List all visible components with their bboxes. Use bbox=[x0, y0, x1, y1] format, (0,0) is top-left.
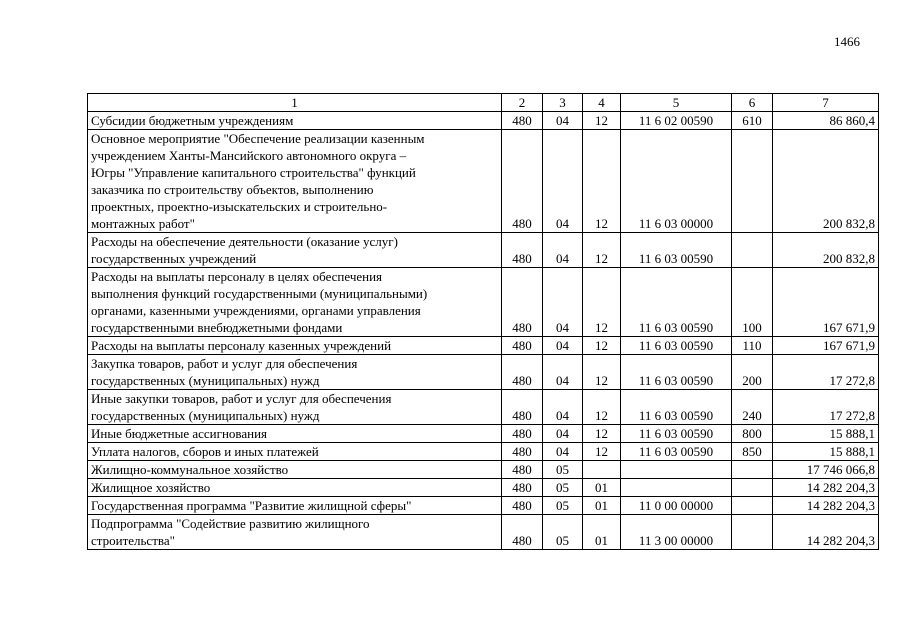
row-name-line: Югры "Управление капитального строительства" функций bbox=[91, 165, 416, 180]
expense-type-cell bbox=[732, 461, 773, 479]
table-row bbox=[88, 515, 879, 550]
expense-type-cell: 800 bbox=[732, 425, 773, 443]
expense-type-cell: 240 bbox=[732, 390, 773, 425]
expense-type-cell: 850 bbox=[732, 443, 773, 461]
amount-cell: 17 272,8 bbox=[773, 390, 879, 425]
table-row bbox=[88, 497, 879, 515]
section-code-cell: 04 bbox=[543, 112, 583, 130]
column-header: 6 bbox=[732, 94, 773, 112]
amount-cell: 17 272,8 bbox=[773, 355, 879, 390]
target-article-cell: 11 6 03 00590 bbox=[621, 233, 732, 268]
row-name-line: государственных (муниципальных) нужд bbox=[91, 373, 320, 388]
amount-cell: 200 832,8 bbox=[773, 130, 879, 233]
table-row bbox=[88, 425, 879, 443]
row-name-cell bbox=[88, 515, 502, 550]
subsection-code-cell: 12 bbox=[583, 130, 621, 233]
row-name-line: государственных учреждений bbox=[91, 251, 257, 266]
subsection-code-cell bbox=[583, 461, 621, 479]
expense-type-cell: 610 bbox=[732, 112, 773, 130]
row-name-line: монтажных работ" bbox=[91, 216, 195, 231]
section-code-cell: 04 bbox=[543, 425, 583, 443]
table-row bbox=[88, 355, 879, 390]
row-name-line: Субсидии бюджетным учреждениям bbox=[91, 113, 294, 128]
section-code-cell: 04 bbox=[543, 130, 583, 233]
target-article-cell: 11 3 00 00000 bbox=[621, 515, 732, 550]
expense-type-cell bbox=[732, 130, 773, 233]
admin-code-cell: 480 bbox=[502, 443, 543, 461]
expense-type-cell: 110 bbox=[732, 337, 773, 355]
section-code-cell: 04 bbox=[543, 268, 583, 337]
section-code-cell: 04 bbox=[543, 337, 583, 355]
row-name-line: Государственная программа "Развитие жилищной сферы" bbox=[91, 498, 412, 513]
row-name-cell bbox=[88, 390, 502, 425]
subsection-code-cell: 12 bbox=[583, 268, 621, 337]
admin-code-cell: 480 bbox=[502, 233, 543, 268]
admin-code-cell: 480 bbox=[502, 355, 543, 390]
budget-table bbox=[87, 93, 879, 550]
admin-code-cell: 480 bbox=[502, 337, 543, 355]
row-name-cell bbox=[88, 425, 502, 443]
table-body bbox=[88, 94, 879, 550]
admin-code-cell: 480 bbox=[502, 268, 543, 337]
table-row bbox=[88, 443, 879, 461]
expense-type-cell bbox=[732, 515, 773, 550]
row-name-line: Иные бюджетные ассигнования bbox=[91, 426, 268, 441]
row-name-line: Закупка товаров, работ и услуг для обеспечения bbox=[91, 356, 358, 371]
amount-cell: 200 832,8 bbox=[773, 233, 879, 268]
row-name-line: Расходы на выплаты персоналу в целях обеспечения bbox=[91, 269, 383, 284]
row-name-line: Подпрограмма "Содействие развитию жилищного bbox=[91, 516, 370, 531]
section-code-cell: 05 bbox=[543, 497, 583, 515]
row-name-line: Иные закупки товаров, работ и услуг для обеспечения bbox=[91, 391, 392, 406]
amount-cell: 167 671,9 bbox=[773, 337, 879, 355]
row-name-cell bbox=[88, 355, 502, 390]
row-name-cell bbox=[88, 268, 502, 337]
expense-type-cell: 100 bbox=[732, 268, 773, 337]
section-code-cell: 05 bbox=[543, 479, 583, 497]
row-name-cell bbox=[88, 443, 502, 461]
section-code-cell: 04 bbox=[543, 233, 583, 268]
target-article-cell bbox=[621, 461, 732, 479]
row-name-line: строительства" bbox=[91, 533, 175, 548]
target-article-cell: 11 6 03 00590 bbox=[621, 443, 732, 461]
column-header: 1 bbox=[88, 94, 502, 112]
row-name-line: Жилищное хозяйство bbox=[91, 480, 211, 495]
column-header: 7 bbox=[773, 94, 879, 112]
table-row bbox=[88, 268, 879, 337]
row-name-cell bbox=[88, 337, 502, 355]
subsection-code-cell: 01 bbox=[583, 479, 621, 497]
section-code-cell: 04 bbox=[543, 390, 583, 425]
amount-cell: 15 888,1 bbox=[773, 443, 879, 461]
target-article-cell: 11 6 03 00000 bbox=[621, 130, 732, 233]
subsection-code-cell: 12 bbox=[583, 443, 621, 461]
row-name-cell bbox=[88, 497, 502, 515]
row-name-cell bbox=[88, 479, 502, 497]
admin-code-cell: 480 bbox=[502, 112, 543, 130]
row-name-cell bbox=[88, 233, 502, 268]
target-article-cell bbox=[621, 479, 732, 497]
column-header: 2 bbox=[502, 94, 543, 112]
table-row bbox=[88, 461, 879, 479]
subsection-code-cell: 12 bbox=[583, 337, 621, 355]
row-name-line: Уплата налогов, сборов и иных платежей bbox=[91, 444, 319, 459]
target-article-cell: 11 6 03 00590 bbox=[621, 337, 732, 355]
row-name-line: государственными внебюджетными фондами bbox=[91, 320, 343, 335]
target-article-cell: 11 6 03 00590 bbox=[621, 425, 732, 443]
row-name-line: выполнения функций государственными (муниципальными) bbox=[91, 286, 428, 301]
admin-code-cell: 480 bbox=[502, 425, 543, 443]
row-name-line: Расходы на обеспечение деятельности (оказание услуг) bbox=[91, 234, 398, 249]
amount-cell: 17 746 066,8 bbox=[773, 461, 879, 479]
table-header-row bbox=[88, 94, 879, 112]
target-article-cell: 11 6 03 00590 bbox=[621, 268, 732, 337]
amount-cell: 167 671,9 bbox=[773, 268, 879, 337]
row-name-cell bbox=[88, 130, 502, 233]
page-number: 1466 bbox=[834, 34, 860, 49]
row-name-cell bbox=[88, 461, 502, 479]
amount-cell: 14 282 204,3 bbox=[773, 497, 879, 515]
section-code-cell: 04 bbox=[543, 443, 583, 461]
target-article-cell: 11 6 03 00590 bbox=[621, 355, 732, 390]
row-name-cell bbox=[88, 112, 502, 130]
row-name-line: заказчика по строительству объектов, выполнению bbox=[91, 182, 374, 197]
row-name-line: органами, казенными учреждениями, органами управления bbox=[91, 303, 421, 318]
expense-type-cell bbox=[732, 479, 773, 497]
amount-cell: 15 888,1 bbox=[773, 425, 879, 443]
row-name-line: проектных, проектно-изыскательских и строительно- bbox=[91, 199, 388, 214]
amount-cell: 14 282 204,3 bbox=[773, 515, 879, 550]
subsection-code-cell: 01 bbox=[583, 515, 621, 550]
admin-code-cell: 480 bbox=[502, 497, 543, 515]
expense-type-cell: 200 bbox=[732, 355, 773, 390]
row-name-line: Расходы на выплаты персоналу казенных учреждений bbox=[91, 338, 392, 353]
target-article-cell: 11 0 00 00000 bbox=[621, 497, 732, 515]
table-row bbox=[88, 337, 879, 355]
target-article-cell: 11 6 02 00590 bbox=[621, 112, 732, 130]
row-name-line: государственных (муниципальных) нужд bbox=[91, 408, 320, 423]
subsection-code-cell: 01 bbox=[583, 497, 621, 515]
row-name-line: Основное мероприятие "Обеспечение реализации казенным bbox=[91, 131, 425, 146]
subsection-code-cell: 12 bbox=[583, 390, 621, 425]
table-row bbox=[88, 390, 879, 425]
table-row bbox=[88, 112, 879, 130]
subsection-code-cell: 12 bbox=[583, 425, 621, 443]
target-article-cell: 11 6 03 00590 bbox=[621, 390, 732, 425]
subsection-code-cell: 12 bbox=[583, 112, 621, 130]
amount-cell: 14 282 204,3 bbox=[773, 479, 879, 497]
section-code-cell: 04 bbox=[543, 355, 583, 390]
column-header: 4 bbox=[583, 94, 621, 112]
column-header: 5 bbox=[621, 94, 732, 112]
row-name-line: Жилищно-коммунальное хозяйство bbox=[91, 462, 289, 477]
admin-code-cell: 480 bbox=[502, 461, 543, 479]
expense-type-cell bbox=[732, 497, 773, 515]
subsection-code-cell: 12 bbox=[583, 355, 621, 390]
admin-code-cell: 480 bbox=[502, 130, 543, 233]
table-row bbox=[88, 130, 879, 233]
row-name-line: учреждением Ханты-Мансийского автономного округа – bbox=[91, 148, 407, 163]
admin-code-cell: 480 bbox=[502, 390, 543, 425]
subsection-code-cell: 12 bbox=[583, 233, 621, 268]
table-row bbox=[88, 479, 879, 497]
amount-cell: 86 860,4 bbox=[773, 112, 879, 130]
table-row bbox=[88, 233, 879, 268]
section-code-cell: 05 bbox=[543, 461, 583, 479]
expense-type-cell bbox=[732, 233, 773, 268]
section-code-cell: 05 bbox=[543, 515, 583, 550]
admin-code-cell: 480 bbox=[502, 479, 543, 497]
admin-code-cell: 480 bbox=[502, 515, 543, 550]
column-header: 3 bbox=[543, 94, 583, 112]
